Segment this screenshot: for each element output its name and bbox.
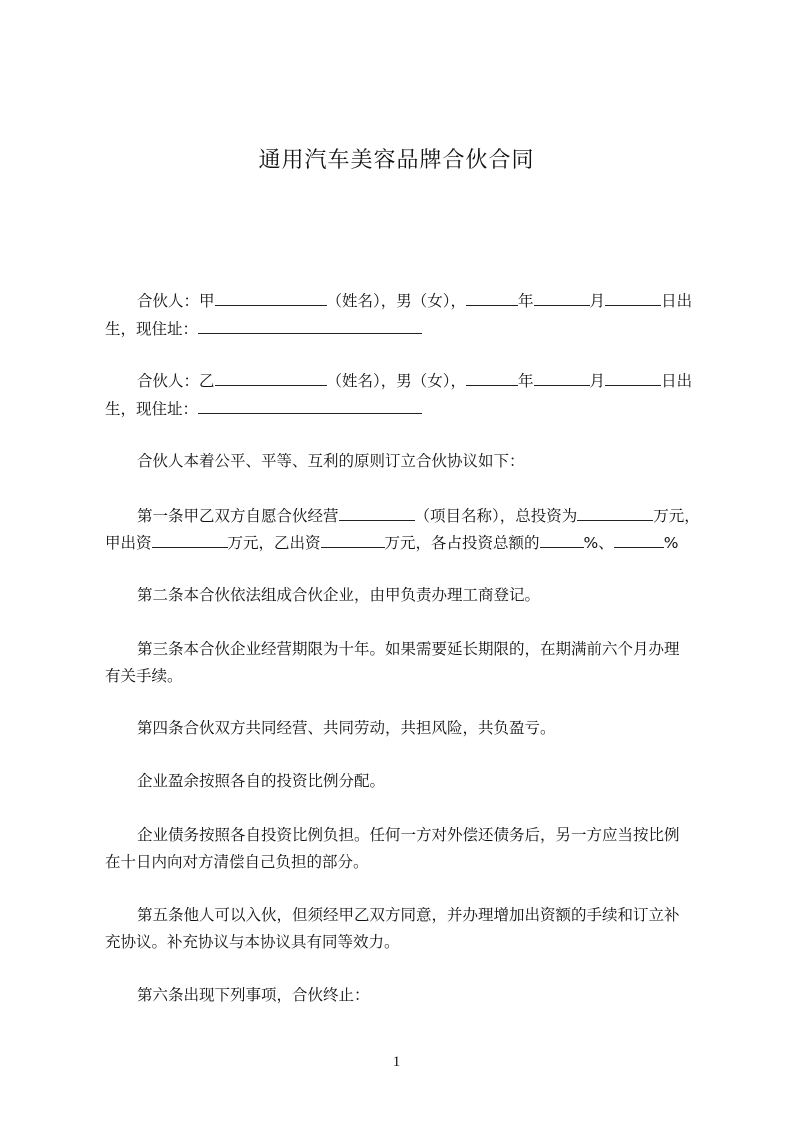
partner-a-line-2 — [105, 318, 705, 339]
partner-a-label: 合伙人：甲 — [137, 292, 215, 310]
debt-line-1: 企业债务按照各自投资比例负担。任何一方对外偿还债务后，另一方应当按比例 — [137, 826, 680, 844]
debt-line-2: 在十日内向对方清偿自己负担的部分。 — [105, 853, 369, 871]
partner-a-year: 年 — [518, 292, 534, 310]
intro-paragraph: 合伙人本着公平、平等、互利的原则订立合伙协议如下： — [137, 452, 525, 470]
article-2: 第二条本合伙依法组成合伙企业，由甲负责办理工商登记。 — [137, 586, 541, 604]
partner-b-name-blank — [215, 370, 327, 386]
partner-b-year-blank — [466, 370, 518, 386]
party-b-investment-blank — [321, 532, 385, 548]
partner-b-year: 年 — [518, 372, 534, 390]
article-3-line-2: 有关手续。 — [105, 667, 183, 685]
article-1-text-b: （项目名称），总投资为 — [414, 507, 578, 525]
party-a-investment-blank — [152, 532, 228, 548]
article-1-line-2 — [105, 532, 705, 553]
partner-a-month: 月 — [589, 292, 606, 310]
partner-b-month-blank — [534, 370, 590, 386]
partner-a-name-blank — [215, 290, 327, 306]
partner-b-address-label: 生，现住址： — [105, 400, 199, 418]
partner-b-label: 合伙人：乙 — [137, 372, 215, 390]
partner-a-year-blank — [466, 290, 518, 306]
partner-b-month: 月 — [589, 372, 606, 390]
article-1-line-1 — [105, 505, 737, 526]
partner-b-day-blank — [605, 370, 661, 386]
partner-a-month-blank — [534, 290, 590, 306]
article-6: 第六条出现下列事项，合伙终止： — [137, 986, 370, 1004]
surplus-paragraph: 企业盈余按照各自的投资比例分配。 — [137, 772, 386, 790]
party-b-share-blank — [614, 532, 664, 548]
partner-b-address-blank — [198, 398, 422, 414]
article-5-line-1: 第五条他人可以入伙，但须经甲乙双方同意，并办理增加出资额的手续和订立补 — [137, 906, 680, 924]
article-5-line-2: 充协议。补充协议与本协议具有同等效力。 — [105, 933, 400, 951]
article-3-line-1: 第三条本合伙企业经营期限为十年。如果需要延长期限的，在期满前六个月办理 — [137, 640, 680, 658]
partner-a-address-label: 生，现住址： — [105, 320, 199, 338]
page-number: 1 — [392, 1054, 401, 1070]
partner-a-day-blank — [605, 290, 661, 306]
article-1-text-h: % — [663, 534, 679, 552]
document-title: 通用汽车美容品牌合伙合同 — [258, 148, 535, 173]
article-1-text-g: %、 — [583, 534, 614, 552]
partner-b-day-birth: 日出 — [661, 372, 693, 390]
article-1-text-a: 第一条甲乙双方自愿合伙经营 — [137, 507, 339, 525]
partner-b-line-1 — [105, 370, 737, 391]
partner-a-day-birth: 日出 — [661, 292, 693, 310]
partner-a-name-note: （姓名），男（女）， — [326, 292, 467, 310]
article-1-text-e: 万元，乙出资 — [227, 534, 321, 552]
project-name-blank — [339, 505, 415, 521]
partner-a-line-1 — [105, 290, 737, 311]
partner-a-address-blank — [198, 318, 422, 334]
partner-b-line-2 — [105, 398, 705, 419]
article-1-text-c: 万元， — [653, 507, 700, 525]
partner-b-name-note: （姓名），男（女）， — [326, 372, 467, 390]
total-investment-blank — [577, 505, 653, 521]
party-a-share-blank — [540, 532, 584, 548]
article-1-text-f: 万元，各占投资总额的 — [384, 534, 540, 552]
article-1-text-d: 甲出资 — [105, 534, 152, 552]
article-4: 第四条合伙双方共同经营、共同劳动，共担风险，共负盈亏。 — [137, 719, 556, 737]
